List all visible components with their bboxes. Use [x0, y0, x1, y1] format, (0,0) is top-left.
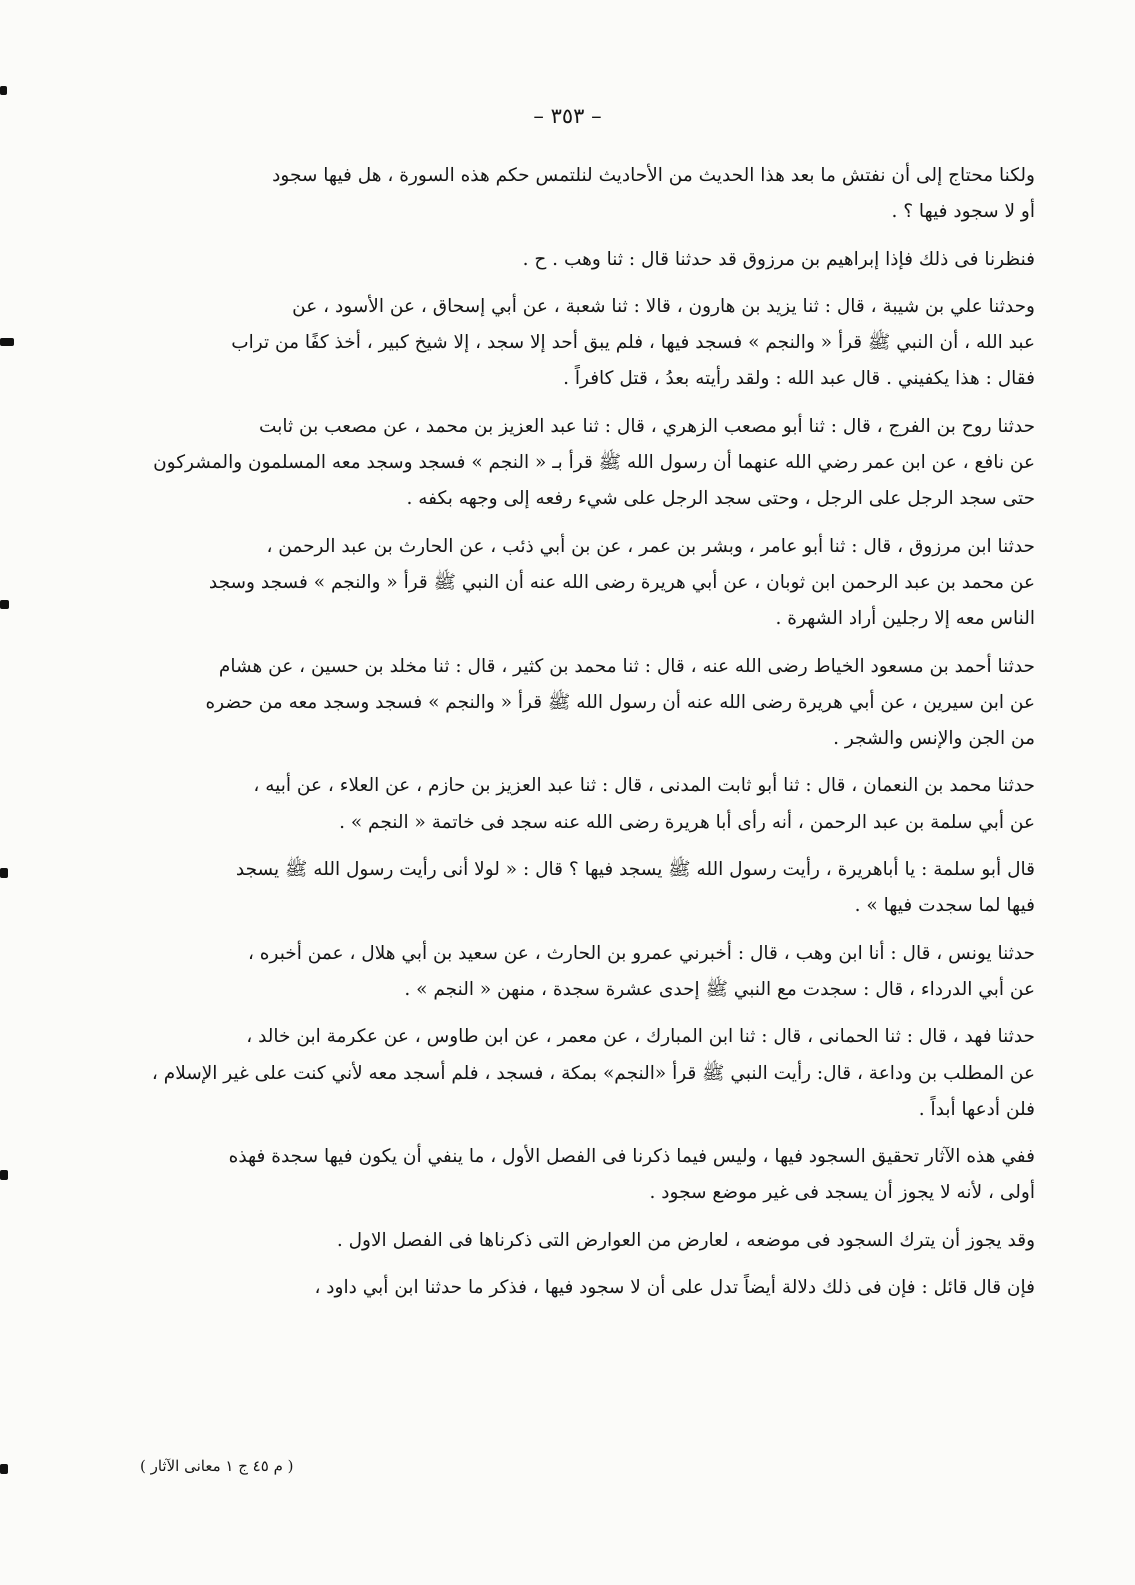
text-line: حدثنا روح بن الفرج ، قال : ثنا أبو مصعب الزهري ، قال : ثنا عبد العزيز بن محمد ، عن مصعب بن ثابت — [259, 415, 1035, 437]
scan-mark — [0, 1170, 8, 1180]
text-line: عن أبي الدرداء ، قال : سجدت مع النبي ﷺ إحدى عشرة سجدة ، منهن « النجم » . — [404, 978, 1035, 1000]
scan-mark — [0, 338, 14, 346]
text-line: حدثنا محمد بن النعمان ، قال : ثنا أبو ثابت المدنى ، قال : ثنا عبد العزيز بن حازم ، عن العلاء ، عن أبيه ، — [253, 775, 1035, 797]
text-line: أولى ، لأنه لا يجوز أن يسجد فى غير موضع سجود . — [649, 1182, 1035, 1204]
text-line: من الجن والإنس والشجر . — [833, 728, 1035, 750]
paragraph — [110, 1223, 1035, 1259]
text-line: عبد الله ، أن النبي ﷺ قرأ « والنجم » فسجد فيها ، فلم يبق أحد إلا سجد ، إلا شيخ كبير ، أخذ كفًا من تراب — [231, 332, 1035, 354]
text-line: الناس معه إلا رجلين أراد الشهرة . — [775, 608, 1035, 630]
scan-mark — [0, 86, 7, 95]
text-line: حدثنا فهد ، قال : ثنا الحمانى ، قال : ثنا ابن المبارك ، عن معمر ، عن ابن طاوس ، عن عكرمة ابن خالد ، — [246, 1026, 1035, 1048]
paragraph — [110, 936, 1035, 1009]
text-line: ولكنا محتاج إلى أن نفتش ما بعد هذا الحديث من الأحاديث لنلتمس حكم هذه السورة ، هل فيها سجود — [272, 165, 1035, 186]
paragraph — [110, 289, 1035, 398]
text-line: عن نافع ، عن ابن عمر رضي الله عنهما أن رسول الله ﷺ قرأ بـ « النجم » فسجد وسجد معه المسلمون والمشركون — [153, 452, 1035, 474]
paragraph — [110, 1019, 1035, 1128]
page-body — [110, 158, 1035, 1317]
text-line: حدثنا يونس ، قال : أنا ابن وهب ، قال : أخبرني عمرو بن الحارث ، عن سعيد بن أبي هلال ، عمن أخبره ، — [247, 942, 1035, 964]
text-line: عن ابن سيرين ، عن أبي هريرة رضى الله عنه أن رسول الله ﷺ قرأ « والنجم » فسجد وسجد معه من حضره — [205, 691, 1035, 713]
text-line: عن محمد بن عبد الرحمن ابن ثوبان ، عن أبي هريرة رضى الله عنه أن النبي ﷺ قرأ « والنجم » فسجد وسجد — [208, 571, 1035, 593]
text-line: فنظرنا فى ذلك فإذا إبراهيم بن مرزوق قد حدثنا قال : ثنا وهب . ح . — [522, 248, 1035, 270]
paragraph — [110, 768, 1035, 841]
scan-mark — [0, 868, 8, 878]
text-line: فإن قال قائل : فإن فى ذلك دلالة أيضاً تدل على أن لا سجود فيها ، فذكر ما حدثنا ابن أبي داود ، — [314, 1277, 1035, 1299]
text-line: فلن أدعها أبداً . — [918, 1098, 1035, 1120]
paragraph — [110, 852, 1035, 925]
scan-mark — [0, 600, 9, 609]
text-line: فيها لما سجدت فيها » . — [854, 895, 1035, 917]
paragraph — [110, 529, 1035, 638]
page-number: – ٣٥٣ – — [533, 104, 602, 128]
text-line: وحدثنا علي بن شيبة ، قال : ثنا يزيد بن هارون ، قالا : ثنا شعبة ، عن أبي إسحاق ، عن الأسود ، عن — [292, 295, 1035, 317]
text-line: قال أبو سلمة : يا أباهريرة ، رأيت رسول الله ﷺ يسجد فيها ؟ قال : « لولا أنى رأيت رسول الله ﷺ يسجد — [235, 859, 1035, 881]
paragraph — [110, 649, 1035, 758]
paragraph — [110, 1139, 1035, 1212]
paragraph — [110, 158, 1035, 231]
scan-mark — [0, 1464, 8, 1474]
footer-note: ( م ٤٥ ج ١ معانى الآثار ) — [140, 1457, 294, 1475]
paragraph — [110, 1270, 1035, 1306]
paragraph — [110, 242, 1035, 278]
text-line: فقال : هذا يكفيني . قال عبد الله : ولقد رأيته بعدُ ، قتل كافراً . — [563, 368, 1035, 390]
text-line: وقد يجوز أن يترك السجود فى موضعه ، لعارض من العوارض التى ذكرناها فى الفصل الاول . — [336, 1229, 1035, 1251]
paragraph — [110, 409, 1035, 518]
text-line: حدثنا ابن مرزوق ، قال : ثنا أبو عامر ، وبشر بن عمر ، عن بن أبي ذئب ، عن الحارث بن عبد الرحمن ، — [266, 535, 1035, 557]
text-line: ففي هذه الآثار تحقيق السجود فيها ، وليس فيما ذكرنا فى الفصل الأول ، ما ينفي أن يكون فيها سجدة فهذه — [228, 1146, 1035, 1168]
text-line: عن المطلب بن وداعة ، قال: رأيت النبي ﷺ قرأ «النجم» بمكة ، فسجد ، فلم أسجد معه لأني كنت على غير الإسلام ، — [151, 1062, 1035, 1084]
text-line: حدثنا أحمد بن مسعود الخياط رضى الله عنه ، قال : ثنا محمد بن كثير ، قال : ثنا مخلد بن حسين ، عن هشام — [218, 655, 1035, 677]
text-line: أو لا سجود فيها ؟ . — [891, 201, 1035, 223]
text-line: عن أبي سلمة بن عبد الرحمن ، أنه رأى أبا هريرة رضى الله عنه سجد فى خاتمة « النجم » . — [339, 811, 1035, 833]
text-line: حتى سجد الرجل على الرجل ، وحتى سجد الرجل على شيء رفعه إلى وجهه بكفه . — [406, 488, 1035, 510]
